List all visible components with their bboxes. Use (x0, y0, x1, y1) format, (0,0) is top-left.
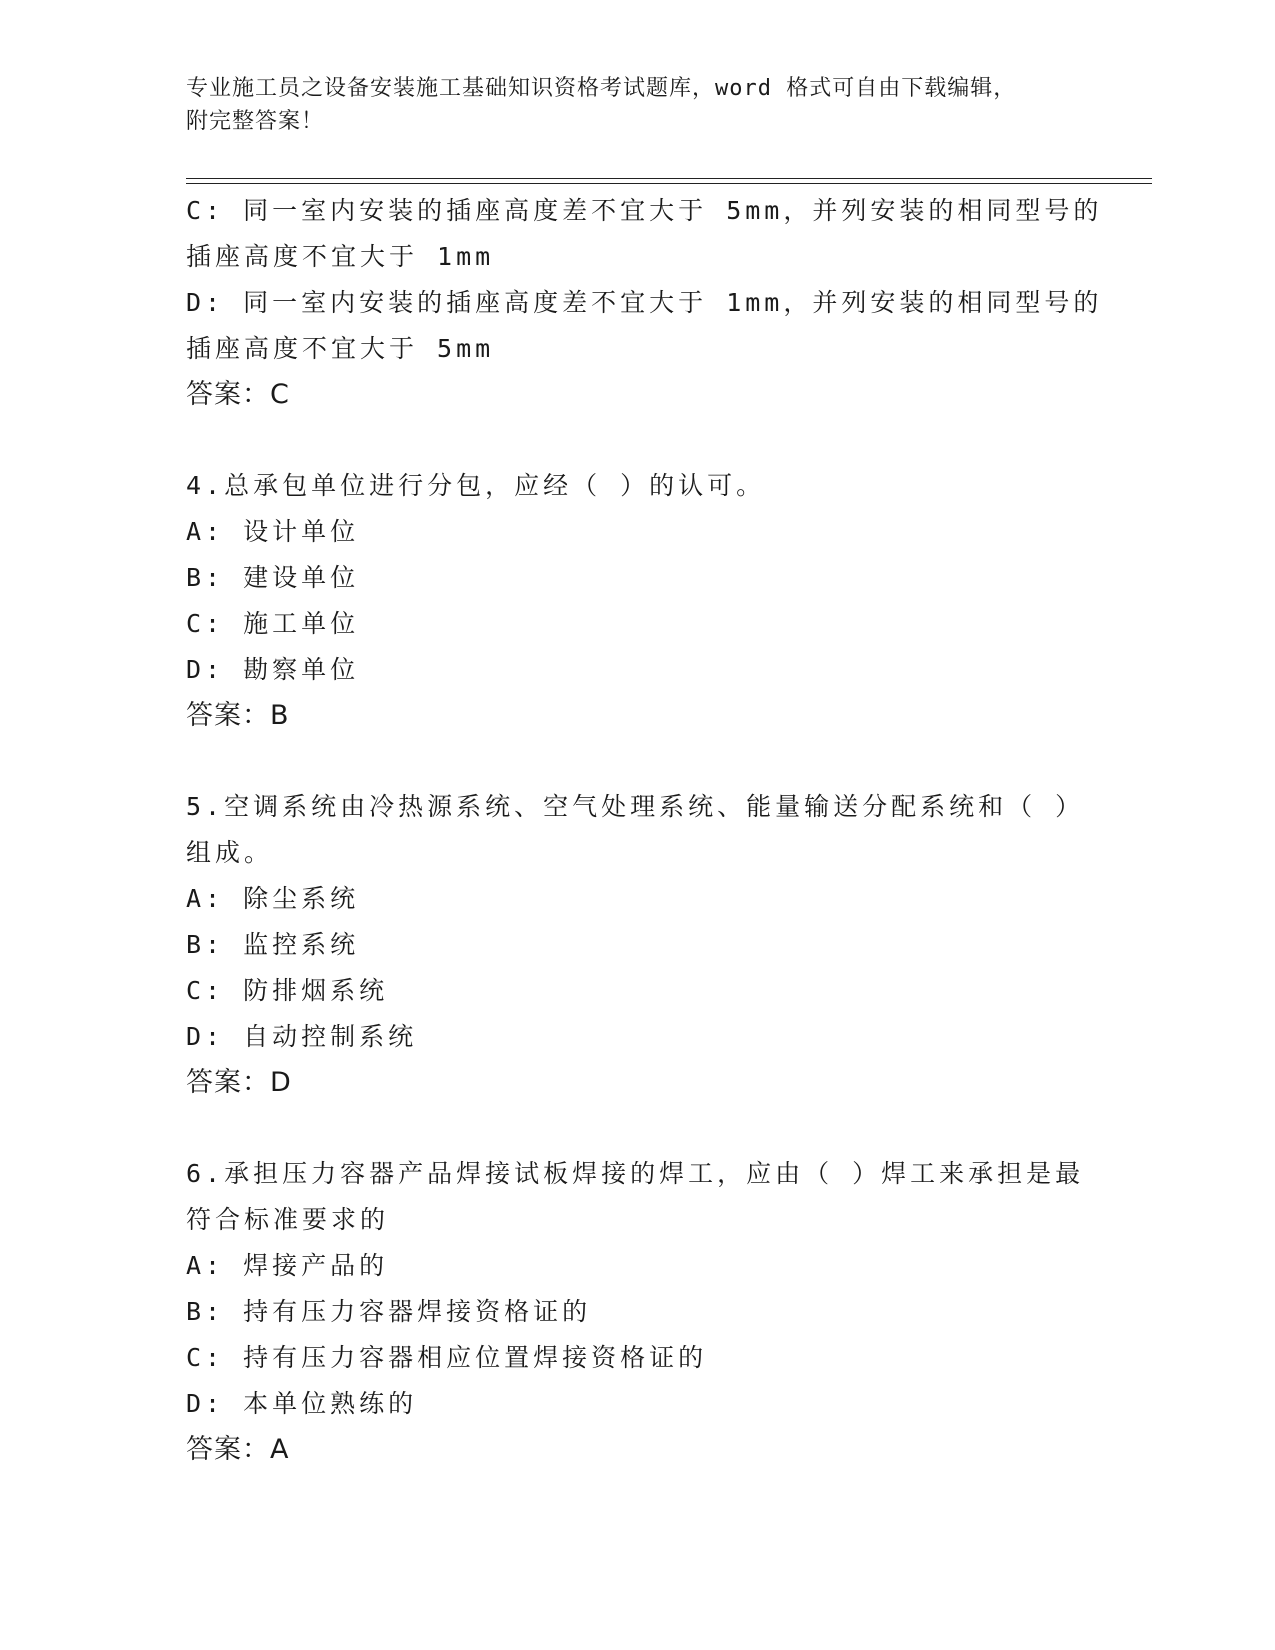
question-list (186, 188, 1103, 1473)
option-d-line-2: 插座高度不宜大于 5mm (186, 334, 495, 363)
question-text-line-2: 符合标准要求的 (186, 1205, 390, 1234)
spacer (186, 739, 1086, 784)
option-d: D: 本单位熟练的 (186, 1389, 418, 1418)
question-text-line-2: 组成。 (186, 838, 274, 867)
question-text: 4.总承包单位进行分包，应经（ ）的认可。 (186, 471, 766, 500)
question-text-line-1: 6.承担压力容器产品焊接试板焊接的焊工，应由（ ）焊工来承担是最 (186, 1159, 1085, 1188)
option-d: D: 勘察单位 (186, 655, 360, 684)
spacer (186, 1106, 1086, 1151)
option-a: A: 除尘系统 (186, 884, 360, 913)
option-c: C: 持有压力容器相应位置焊接资格证的 (186, 1343, 708, 1372)
option-d-line-1: D: 同一室内安装的插座高度差不宜大于 1mm，并列安装的相同型号的 (186, 288, 1103, 317)
answer: 答案：A (186, 1434, 290, 1465)
option-c-line-2: 插座高度不宜大于 1mm (186, 242, 495, 271)
header-line-2: 附完整答案！ (186, 109, 325, 134)
option-a: A: 焊接产品的 (186, 1251, 389, 1280)
header-divider-top (186, 178, 1152, 179)
header-line-1: 专业施工员之设备安装施工基础知识资格考试题库，word 格式可自由下载编辑， (186, 76, 1017, 101)
spacer (186, 418, 1086, 463)
answer: 答案：C (186, 379, 290, 410)
option-c: C: 防排烟系统 (186, 976, 389, 1005)
option-b: B: 建设单位 (186, 563, 360, 592)
option-d: D: 自动控制系统 (186, 1022, 418, 1051)
question-4 (186, 463, 1086, 739)
answer: 答案：D (186, 1067, 292, 1098)
question-6 (186, 1151, 1086, 1473)
option-b: B: 持有压力容器焊接资格证的 (186, 1297, 592, 1326)
answer: 答案：B (186, 700, 290, 731)
header-divider-bottom (186, 183, 1152, 184)
option-c: C: 施工单位 (186, 609, 360, 638)
option-c-line-1: C: 同一室内安装的插座高度差不宜大于 5mm，并列安装的相同型号的 (186, 196, 1103, 225)
question-5 (186, 784, 1086, 1106)
option-a: A: 设计单位 (186, 517, 360, 546)
option-b: B: 监控系统 (186, 930, 360, 959)
question-text-line-1: 5.空调系统由冷热源系统、空气处理系统、能量输送分配系统和（ ） (186, 792, 1085, 821)
question-3-continued (186, 188, 1103, 418)
document-header (186, 72, 1086, 138)
